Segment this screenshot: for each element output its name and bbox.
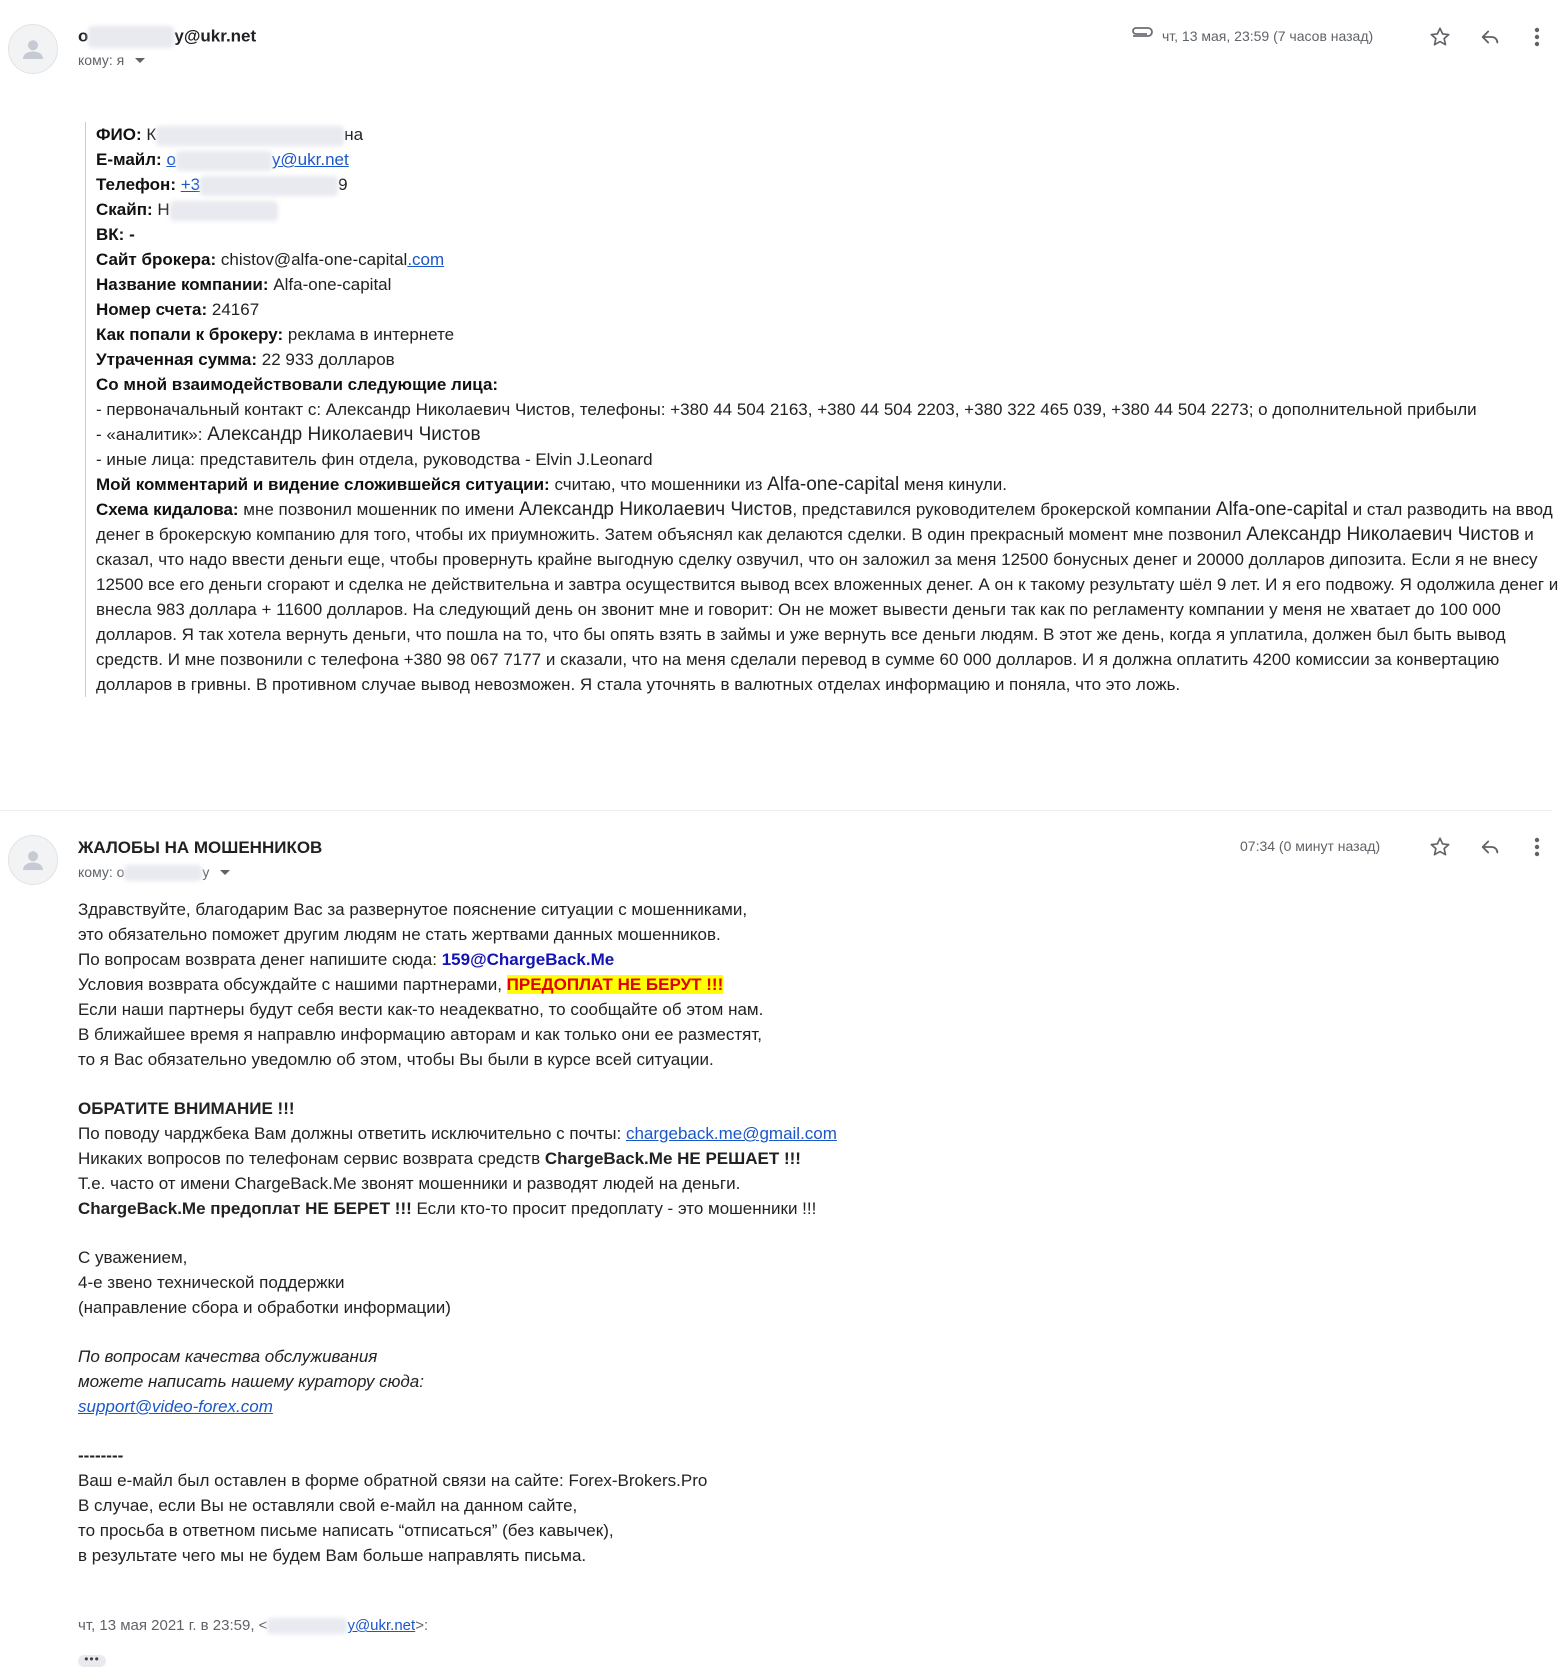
- body-line: это обязательно поможет другим людям не стать жертвами данных мошенников.: [78, 925, 721, 944]
- contact-line: - первоначальный контакт с: Александр Николаевич Чистов, телефоны: +380 44 504 2163, +380 44 504 2203, +380 322 465 039, +380 44 504 2273; о дополнительной прибыли: [96, 400, 1477, 419]
- field-account: Номер счета: 24167: [96, 300, 260, 319]
- field-fio: ФИО: К на: [96, 125, 364, 144]
- comment-line: Мой комментарий и видение сложившейся ситуации: считаю, что мошенники из Alfa-one-capital меня кинули.: [96, 474, 1007, 495]
- message-datetime: 07:34 (0 минут назад): [1240, 838, 1381, 854]
- separator-line: --------: [78, 1446, 124, 1465]
- body-line: По вопросам возврата денег напишите сюда: 159@ChargeBack.Me: [78, 950, 615, 969]
- person-icon: [18, 845, 48, 875]
- body-line: Т.е. часто от имени ChargeBack.Me звонят мошенники и разводят людей на деньги.: [78, 1174, 741, 1193]
- star-icon[interactable]: [1425, 22, 1455, 52]
- body-line: В ближайшее время я направлю информацию авторам и как только они ее разместят,: [78, 1025, 763, 1044]
- show-trimmed-content-button[interactable]: •••: [78, 1655, 106, 1667]
- star-icon[interactable]: [1425, 832, 1455, 862]
- field-contacts-heading: Со мной взаимодействовали следующие лица:: [96, 375, 499, 394]
- quoted-sender-link[interactable]: y@ukr.net: [347, 1617, 416, 1634]
- sender-avatar[interactable]: [8, 24, 58, 74]
- redacted-block: [176, 151, 272, 171]
- analyst-line: - «аналитик»: Александр Николаевич Чистов: [96, 424, 481, 445]
- body-line: Здравствуйте, благодарим Вас за развернутое пояснение ситуации с мошенниками,: [78, 900, 748, 919]
- field-company: Название компании: Alfa-one-capital: [96, 275, 392, 294]
- scheme-paragraph: Схема кидалова: мне позвонил мошенник по имени Александр Николаевич Чистов, представился руководителем брокерской компании Alfa-one-capital и стал разводить на ввод денег в брокерскую компанию для того, чтобы их приумножить. Затем объяснял как делаются сделки. В один прекрасный момент мне позвонил Александр Николаевич Чистов и сказал, что надо ввести деньги еще, чтобы провернуть крайне выгодную сделку озвучил, что он заложил за меня 12500 бонусных денег и 20000 долларов дипозита. Если я не внесу 12500 все его деньги сгорают и сделка не действительна и завтра осуществится вывод всех вложенных денег. А он к такому результату шёл 9 лет. И я его подвожу. Я одолжила денег и внесла 983 доллара + 11600 долларов. На следующий день он звонит мне и говорит: Он не может вывести деньги так как по регламенту компании у меня не хватает до 100 000 долларов. Я так хотела вернуть деньги, что пошла на то, что бы опять взять в займы и уже вернуть все деньги людям. В этот же день, когда я уплатила, должен был быть вывод средств. И мне позвонили с телефона +380 98 067 7177 и сказали, что на меня сделали перевод в сумме 60 000 долларов. И я должна оплатить 4200 комиссии за конвертацию долларов в гривны. В противном случае вывод невозможен. Я стала уточнять в валютных отделах информацию и поняла, что это ложь.: [96, 499, 1559, 694]
- signature-line: (направление сбора и обработки информации): [78, 1298, 451, 1317]
- message-divider: [0, 810, 1552, 811]
- quality-line: [78, 1394, 978, 1419]
- body-line: Никаких вопросов по телефонам сервис возврата средств ChargeBack.Me НЕ РЕШАЕТ !!!: [78, 1149, 801, 1168]
- field-broker-site: Сайт брокера: chistov@alfa-one-capital.com: [96, 250, 445, 269]
- footer-line: то просьба в ответном письме написать “отписаться” (без кавычек),: [78, 1521, 614, 1540]
- others-line: - иные лица: представитель фин отдела, руководства - Elvin J.Leonard: [96, 450, 653, 469]
- body-line: Если наши партнеры будут себя вести как-то неадекватно, то сообщайте об этом нам.: [78, 1000, 764, 1019]
- more-options-icon[interactable]: [1527, 832, 1547, 862]
- chevron-down-icon: [134, 57, 146, 65]
- redacted-block: [156, 126, 344, 146]
- quality-line: По вопросам качества обслуживания: [78, 1347, 378, 1366]
- quoted-message-body: [85, 122, 1566, 697]
- recipient-toggle[interactable]: кому: о у: [78, 864, 231, 881]
- footer-line: Ваш е-майл был оставлен в форме обратной связи на сайте: Forex-Brokers.Pro: [78, 1471, 708, 1490]
- phone-link[interactable]: +3: [180, 175, 201, 194]
- quote-attribution: чт, 13 мая 2021 г. в 23:59, < y@ukr.net>:: [78, 1617, 429, 1634]
- body-line: то я Вас обязательно уведомлю об этом, чтобы Вы были в курсе всей ситуации.: [78, 1050, 714, 1069]
- redacted-block: [200, 176, 338, 196]
- footer-line: В случае, если Вы не оставляли свой е-майл на данном сайте,: [78, 1496, 578, 1515]
- redacted-block: [124, 865, 202, 881]
- attachment-icon: [1130, 26, 1154, 51]
- redacted-block: [88, 26, 174, 48]
- chargeback-address: 159@ChargeBack.Me: [441, 950, 615, 969]
- broker-site-link[interactable]: .com: [407, 250, 445, 269]
- message-body: [78, 897, 978, 1568]
- quality-line: можете написать нашему куратору сюда:: [78, 1372, 424, 1391]
- recipient-toggle[interactable]: кому: я: [78, 52, 146, 68]
- signature-line: С уважением,: [78, 1248, 188, 1267]
- more-options-icon[interactable]: [1527, 22, 1547, 52]
- redacted-block: [170, 201, 278, 221]
- footer-line: в результате чего мы не будем Вам больше направлять письма.: [78, 1546, 587, 1565]
- sender-avatar[interactable]: [8, 835, 58, 885]
- chargeback-email-link[interactable]: chargeback.me@gmail.com: [625, 1124, 837, 1143]
- body-line: По поводу чарджбека Вам должны ответить исключительно с почты: chargeback.me@gmail.com: [78, 1124, 837, 1143]
- support-email-link[interactable]: support@video-forex.com: [78, 1397, 273, 1416]
- email-link[interactable]: о y@ukr.net: [166, 150, 349, 169]
- body-line: ChargeBack.Me предоплат НЕ БЕРЕТ !!! Если кто-то просит предоплату - это мошенники !!!: [78, 1199, 817, 1218]
- sender-email[interactable]: o y@ukr.net: [78, 26, 256, 48]
- field-skype: Скайп: Н: [96, 197, 1566, 222]
- redacted-block: [267, 1618, 347, 1634]
- sender-name[interactable]: ЖАЛОБЫ НА МОШЕННИКОВ: [78, 838, 323, 857]
- warning-highlight: ПРЕДОПЛАТ НЕ БЕРУТ !!!: [506, 975, 724, 994]
- reply-icon[interactable]: [1475, 832, 1505, 862]
- body-line: Условия возврата обсуждайте с нашими партнерами, ПРЕДОПЛАТ НЕ БЕРУТ !!!: [78, 975, 724, 994]
- reply-icon[interactable]: [1475, 22, 1505, 52]
- field-email: Е-майл: о y@ukr.net: [96, 150, 349, 169]
- person-icon: [18, 34, 48, 64]
- chevron-down-icon: [219, 869, 231, 877]
- field-source: Как попали к брокеру: реклама в интернете: [96, 325, 455, 344]
- field-phone: Телефон: +3 9: [96, 175, 348, 194]
- attention-heading: ОБРАТИТЕ ВНИМАНИЕ !!!: [78, 1099, 295, 1118]
- signature-line: 4-е звено технической поддержки: [78, 1273, 345, 1292]
- field-lost-sum: Утраченная сумма: 22 933 долларов: [96, 350, 395, 369]
- field-vk: ВК: -: [96, 225, 135, 244]
- message-datetime: чт, 13 мая, 23:59 (7 часов назад): [1162, 28, 1374, 44]
